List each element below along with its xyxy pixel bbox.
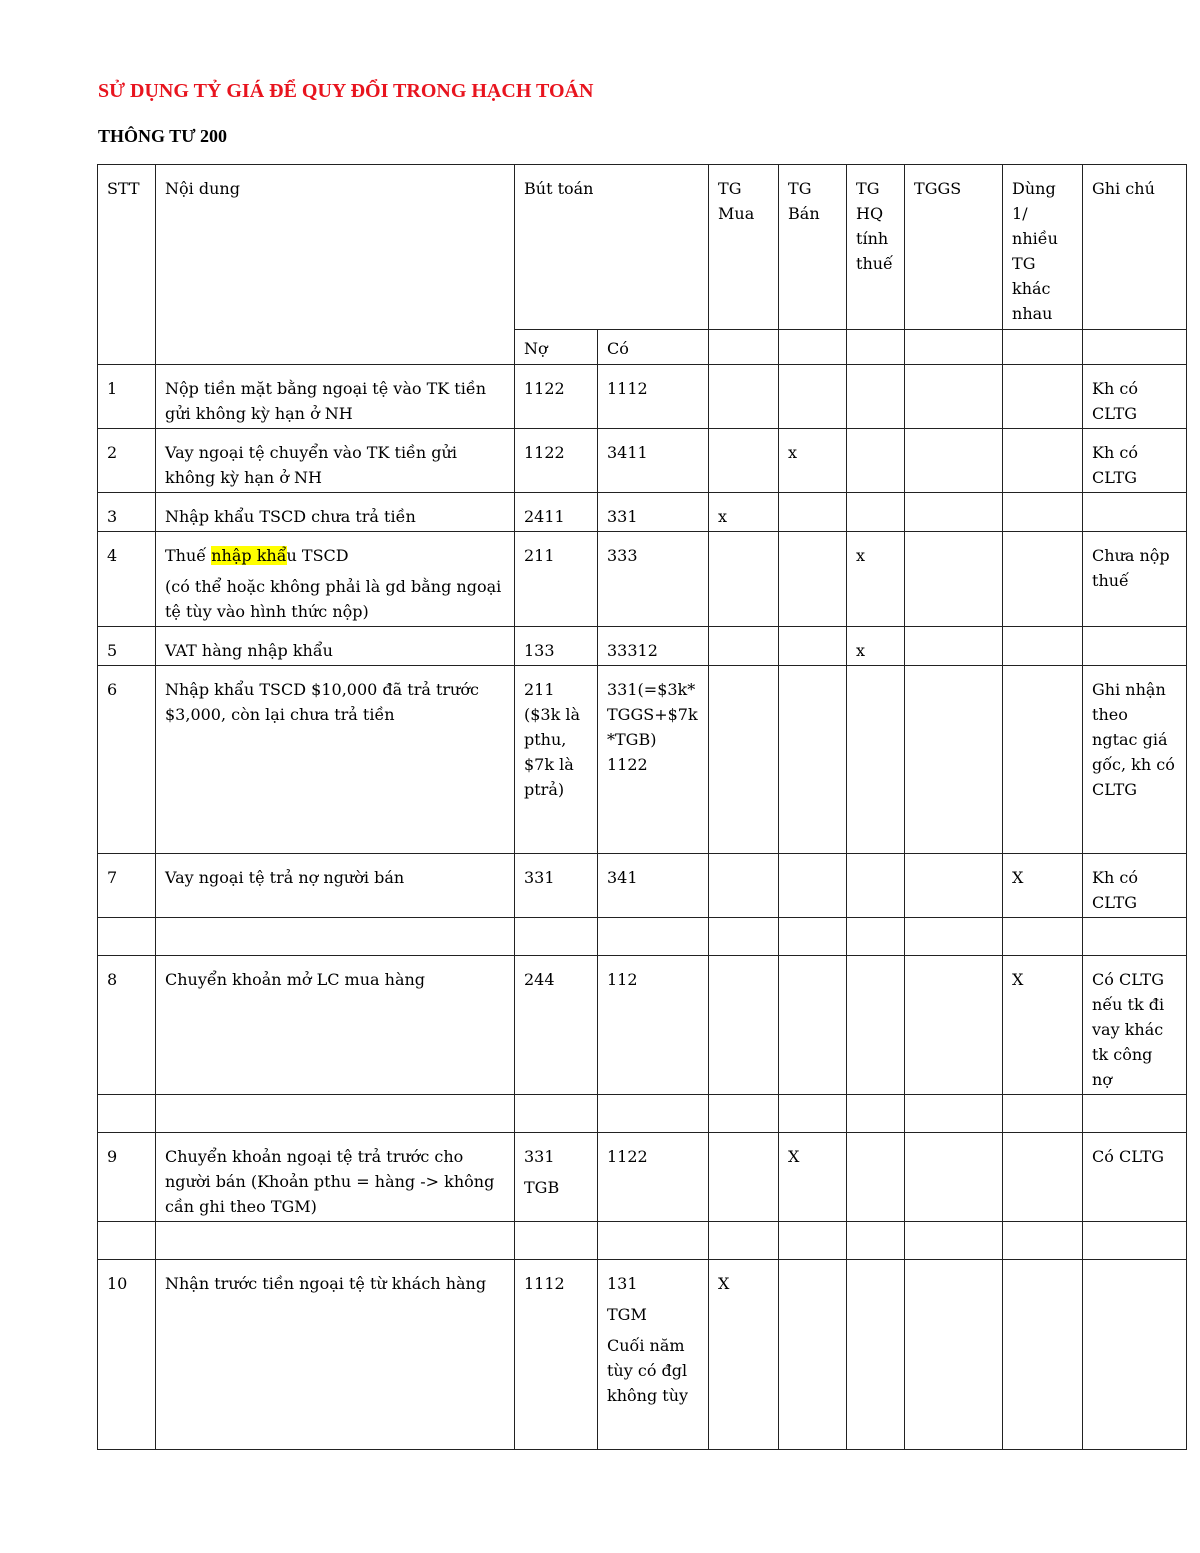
cell-tg-hq — [847, 429, 905, 493]
cell-dung — [1003, 1133, 1083, 1222]
cell-noi-dung: Vay ngoại tệ chuyển vào TK tiền gửi không kỳ hạn ở NH — [156, 429, 515, 493]
cell-co-line: 1122 — [607, 755, 648, 774]
header-tggs: TGGS — [905, 165, 1003, 330]
empty-cell — [1083, 1095, 1187, 1133]
cell-tg-mua — [709, 666, 779, 854]
cell-stt: 1 — [98, 365, 156, 429]
cell-tg-mua: x — [709, 493, 779, 532]
text-fragment: u TSCD — [286, 546, 349, 565]
cell-co: 331 — [598, 493, 709, 532]
cell-tg-mua — [709, 429, 779, 493]
table-row — [98, 627, 1187, 666]
cell-tg-hq — [847, 666, 905, 854]
cell-stt: 9 — [98, 1133, 156, 1222]
empty-cell — [1003, 1222, 1083, 1260]
table-row-empty — [98, 1222, 1187, 1260]
cell-co: 1112 — [598, 365, 709, 429]
cell-tg-ban: x — [779, 429, 847, 493]
cell-stt: 8 — [98, 956, 156, 1095]
cell-ghi-chu: Kh có CLTG — [1083, 365, 1187, 429]
empty-cell — [779, 918, 847, 956]
cell-tg-hq — [847, 1260, 905, 1450]
empty-cell — [905, 1222, 1003, 1260]
exchange-rate-table — [97, 164, 1187, 1450]
empty-cell — [1003, 918, 1083, 956]
cell-co: 341 — [598, 854, 709, 918]
cell-tg-ban — [779, 627, 847, 666]
cell-tg-mua — [709, 854, 779, 918]
cell-stt: 4 — [98, 532, 156, 627]
empty-cell — [905, 1095, 1003, 1133]
cell-stt: 5 — [98, 627, 156, 666]
table-row — [98, 429, 1187, 493]
cell-tg-hq — [847, 956, 905, 1095]
cell-ghi-chu — [1083, 493, 1187, 532]
cell-noi-dung: Chuyển khoản ngoại tệ trả trước cho người bán (Khoản pthu = hàng -> không cần ghi theo TGM) — [156, 1133, 515, 1222]
cell-noi-dung: Nộp tiền mặt bằng ngoại tệ vào TK tiền gửi không kỳ hạn ở NH — [156, 365, 515, 429]
cell-tggs — [905, 666, 1003, 854]
empty-cell — [709, 1222, 779, 1260]
cell-co: 1122 — [598, 1133, 709, 1222]
cell-tg-hq: x — [847, 532, 905, 627]
empty-cell — [1083, 918, 1187, 956]
empty-cell — [598, 918, 709, 956]
cell-noi-dung: Nhập khẩu TSCD $10,000 đã trả trước $3,000, còn lại chưa trả tiền — [156, 666, 515, 854]
cell-ghi-chu: Kh có CLTG — [1083, 854, 1187, 918]
cell-tg-ban — [779, 854, 847, 918]
cell-tg-ban: X — [779, 1133, 847, 1222]
cell-no — [515, 1133, 598, 1222]
empty-cell — [779, 1095, 847, 1133]
cell-dung: X — [1003, 854, 1083, 918]
cell-tg-hq — [847, 854, 905, 918]
cell-tg-hq — [847, 493, 905, 532]
cell-co: 333 — [598, 532, 709, 627]
cell-dung — [1003, 532, 1083, 627]
cell-tg-ban — [779, 493, 847, 532]
empty-cell — [709, 330, 779, 365]
highlighted-text: nhập khẩ — [211, 546, 287, 565]
cell-co: 3411 — [598, 429, 709, 493]
header-but-toan: Bút toán — [515, 165, 709, 330]
header-ghi-chu: Ghi chú — [1083, 165, 1187, 330]
empty-cell — [98, 918, 156, 956]
cell-dung — [1003, 365, 1083, 429]
empty-cell — [847, 1095, 905, 1133]
cell-tggs — [905, 956, 1003, 1095]
empty-cell — [515, 918, 598, 956]
cell-dung: X — [1003, 956, 1083, 1095]
cell-noi-dung: Chuyển khoản mở LC mua hàng — [156, 956, 515, 1095]
empty-cell — [1083, 1222, 1187, 1260]
cell-co-line: 331(=$3k*TGGS+$7k*TGB) — [607, 680, 698, 749]
cell-co-line: 131 — [607, 1274, 638, 1293]
cell-ghi-chu — [1083, 1260, 1187, 1450]
cell-note: (có thể hoặc không phải là gd bằng ngoại tệ tùy vào hình thức nộp) — [165, 577, 502, 621]
empty-cell — [156, 1222, 515, 1260]
header-tg-ban: TG Bán — [779, 165, 847, 330]
cell-ghi-chu — [1083, 627, 1187, 666]
header-tg-mua: TG Mua — [709, 165, 779, 330]
cell-tg-mua — [709, 532, 779, 627]
document-title: SỬ DỤNG TỶ GIÁ ĐỂ QUY ĐỔI TRONG HẠCH TOÁN — [98, 80, 594, 102]
cell-ghi-chu: Kh có CLTG — [1083, 429, 1187, 493]
cell-co: 112 — [598, 956, 709, 1095]
cell-tg-mua — [709, 365, 779, 429]
cell-co-line: Cuối năm tùy có đgl không tùy — [607, 1336, 689, 1405]
empty-cell — [709, 918, 779, 956]
cell-no: 211 — [515, 532, 598, 627]
cell-tg-hq — [847, 1133, 905, 1222]
empty-cell — [779, 330, 847, 365]
empty-cell — [98, 1222, 156, 1260]
cell-noi-dung: Vay ngoại tệ trả nợ người bán — [156, 854, 515, 918]
header-co: Có — [598, 330, 709, 365]
empty-cell — [598, 1222, 709, 1260]
text-fragment: Thuế — [165, 546, 212, 565]
cell-stt: 2 — [98, 429, 156, 493]
table-row — [98, 666, 1187, 854]
header-stt: STT — [98, 165, 156, 365]
cell-no: 133 — [515, 627, 598, 666]
cell-no: 1112 — [515, 1260, 598, 1450]
table-row — [98, 854, 1187, 918]
empty-cell — [98, 1095, 156, 1133]
cell-co: 33312 — [598, 627, 709, 666]
cell-tggs — [905, 365, 1003, 429]
cell-stt: 7 — [98, 854, 156, 918]
cell-co — [598, 666, 709, 854]
cell-tg-ban — [779, 532, 847, 627]
cell-tggs — [905, 532, 1003, 627]
cell-tggs — [905, 627, 1003, 666]
cell-noi-dung — [156, 532, 515, 627]
cell-noi-dung: Nhận trước tiền ngoại tệ từ khách hàng — [156, 1260, 515, 1450]
table-row — [98, 493, 1187, 532]
empty-cell — [156, 1095, 515, 1133]
table-row — [98, 365, 1187, 429]
table-row — [98, 1133, 1187, 1222]
cell-no-line: 331 — [524, 1147, 555, 1166]
cell-no: 1122 — [515, 429, 598, 493]
empty-cell — [709, 1095, 779, 1133]
empty-cell — [515, 1095, 598, 1133]
cell-tg-hq — [847, 365, 905, 429]
empty-cell — [1003, 1095, 1083, 1133]
empty-cell — [905, 330, 1003, 365]
cell-tg-mua — [709, 1133, 779, 1222]
empty-cell — [847, 330, 905, 365]
cell-no: 211 ($3k là pthu, $7k là ptrả) — [515, 666, 598, 854]
cell-tg-ban — [779, 956, 847, 1095]
header-no: Nợ — [515, 330, 598, 365]
cell-tg-ban — [779, 1260, 847, 1450]
cell-ghi-chu: Chưa nộp thuế — [1083, 532, 1187, 627]
cell-dung — [1003, 666, 1083, 854]
cell-no-line: TGB — [524, 1178, 560, 1197]
header-noi-dung: Nội dung — [156, 165, 515, 365]
cell-dung — [1003, 493, 1083, 532]
empty-cell — [847, 1222, 905, 1260]
cell-dung — [1003, 429, 1083, 493]
cell-tggs — [905, 854, 1003, 918]
empty-cell — [156, 918, 515, 956]
cell-no: 2411 — [515, 493, 598, 532]
cell-no: 331 — [515, 854, 598, 918]
empty-cell — [1083, 330, 1187, 365]
table-row — [98, 532, 1187, 627]
table-header-row — [98, 165, 1187, 330]
cell-tg-ban — [779, 666, 847, 854]
cell-stt: 6 — [98, 666, 156, 854]
cell-tggs — [905, 493, 1003, 532]
header-tg-hq: TG HQ tính thuế — [847, 165, 905, 330]
empty-cell — [515, 1222, 598, 1260]
cell-tggs — [905, 1133, 1003, 1222]
cell-dung — [1003, 627, 1083, 666]
empty-cell — [847, 918, 905, 956]
table-row — [98, 1260, 1187, 1450]
cell-stt: 10 — [98, 1260, 156, 1450]
empty-cell — [598, 1095, 709, 1133]
table-row — [98, 956, 1187, 1095]
cell-tg-mua — [709, 627, 779, 666]
cell-ghi-chu: Ghi nhận theo ngtac giá gốc, kh có CLTG — [1083, 666, 1187, 854]
empty-cell — [905, 918, 1003, 956]
cell-co — [598, 1260, 709, 1450]
cell-noi-dung: VAT hàng nhập khẩu — [156, 627, 515, 666]
table-row-empty — [98, 1095, 1187, 1133]
cell-tggs — [905, 429, 1003, 493]
cell-tg-hq: x — [847, 627, 905, 666]
cell-tggs — [905, 1260, 1003, 1450]
cell-no: 1122 — [515, 365, 598, 429]
cell-tg-mua — [709, 956, 779, 1095]
cell-tg-mua: X — [709, 1260, 779, 1450]
cell-co-line: TGM — [607, 1305, 647, 1324]
cell-noi-dung: Nhập khẩu TSCD chưa trả tiền — [156, 493, 515, 532]
empty-cell — [779, 1222, 847, 1260]
empty-cell — [1003, 330, 1083, 365]
cell-no: 244 — [515, 956, 598, 1095]
document-subtitle: THÔNG TƯ 200 — [98, 126, 228, 146]
cell-tg-ban — [779, 365, 847, 429]
cell-ghi-chu: Có CLTG nếu tk đi vay khác tk công nợ — [1083, 956, 1187, 1095]
cell-ghi-chu: Có CLTG — [1083, 1133, 1187, 1222]
cell-stt: 3 — [98, 493, 156, 532]
header-dung: Dùng 1/ nhiều TG khác nhau — [1003, 165, 1083, 330]
table-row-empty — [98, 918, 1187, 956]
cell-dung — [1003, 1260, 1083, 1450]
